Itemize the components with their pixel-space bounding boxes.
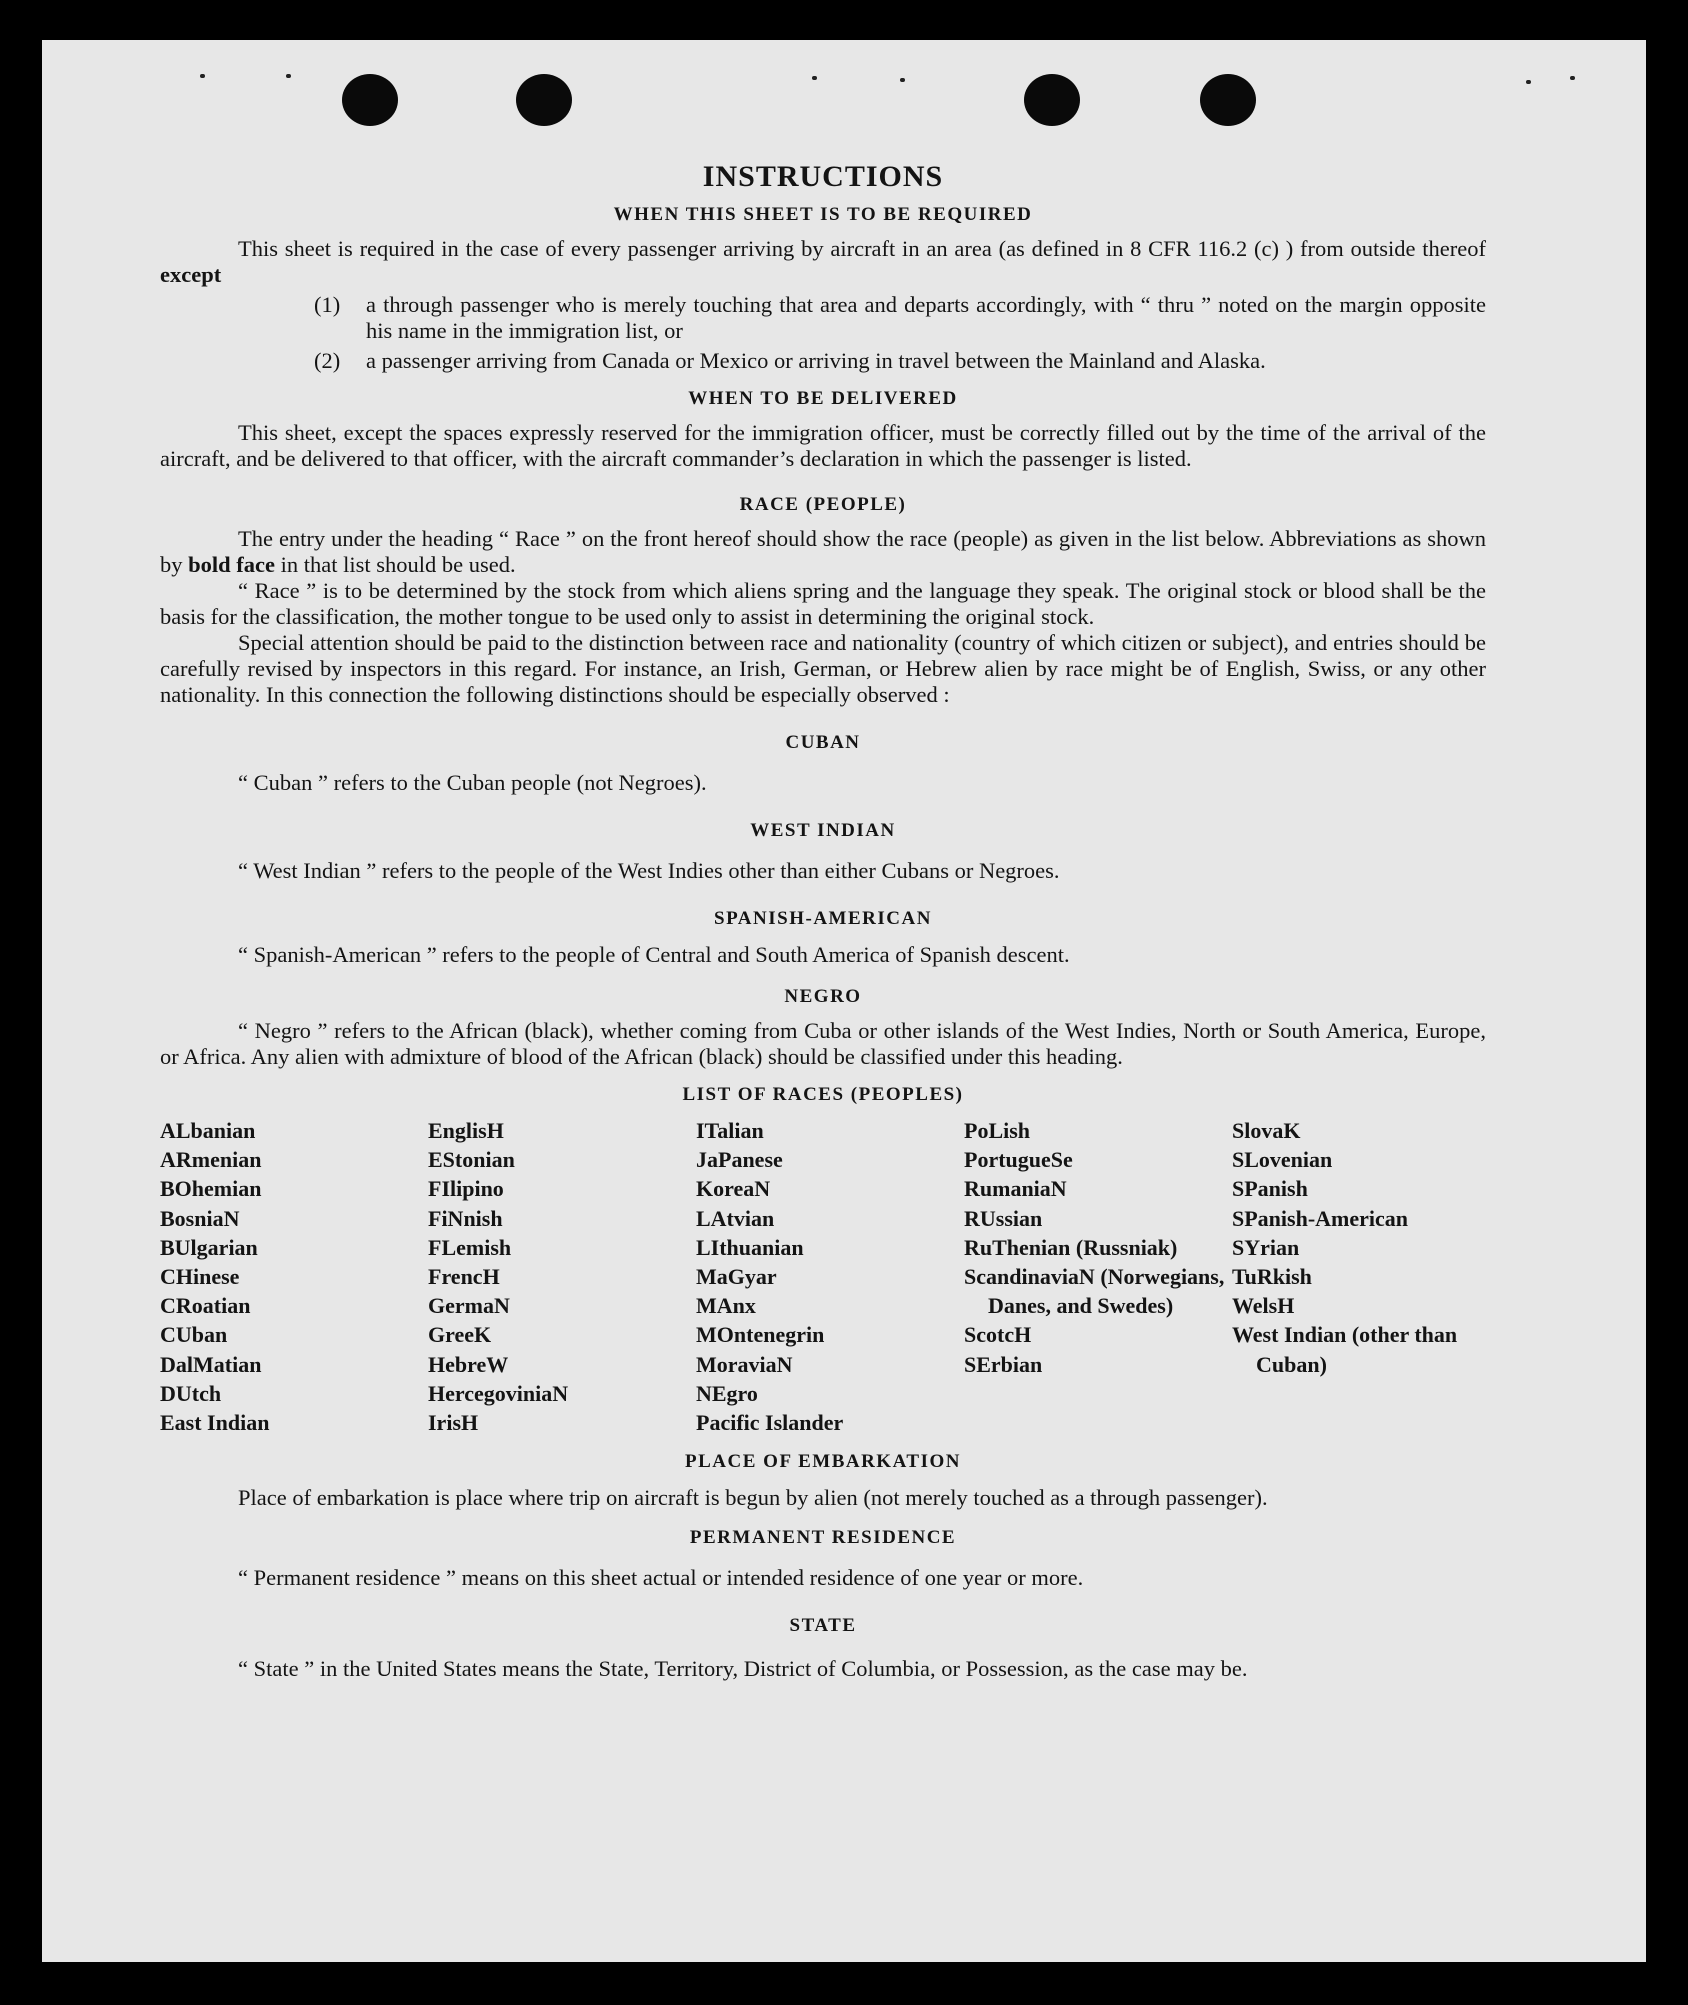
race-entry: SYrian [1232,1234,1300,1260]
race-entry: SPanish [1232,1176,1308,1202]
race-entry: CUban [160,1322,228,1348]
race-entry: LAtvian [696,1205,775,1231]
race-entry: EStonian [428,1147,515,1173]
punch-hole-icon [1200,74,1256,126]
race-paragraph-3: Special attention should be paid to the distinction between race and nationality (country of which citizen or subject), and entries should be carefully revised by inspectors in this regard. For instance, an Irish, German, or Hebrew alien by race might be of English, Swiss, or any other nationality. In this connection the following distinctions should be especially observed : [160,630,1486,707]
race-entry: MAnx [696,1293,756,1319]
race-entry: West Indian (other than Cuban) [1232,1322,1458,1377]
heading-embarkation: PLACE OF EMBARKATION [685,1451,961,1473]
race-entry: KoreaN [696,1176,771,1202]
heading-cuban: CUBAN [785,732,861,753]
race-entry: SErbian [964,1351,1043,1377]
embarkation-text: Place of embarkation is place where trip on aircraft is begun by alien (not merely touched as a through passenger). [238,1485,1268,1511]
race-entry: SPanish-American [1232,1205,1408,1231]
instructions-content [160,124,1486,1685]
negro-text: “ Negro ” refers to the African (black), whether coming from Cuba or other islands of the West Indies, North or South America, Europe, or Africa. Any alien with admixture of blood of the African (black) should be classified under this heading. [160,1018,1486,1069]
race-entry: DUtch [160,1380,222,1406]
speck-mark [1570,76,1575,80]
heading-list-of-races: LIST OF RACES (PEOPLES) [682,1084,964,1105]
race-entry: IrisH [428,1410,479,1436]
race-entry: PoLish [964,1118,1031,1143]
page-title: INSTRUCTIONS [702,160,944,193]
heading-when-required: WHEN THIS SHEET IS TO BE REQUIRED [613,204,1033,225]
exception-number: (1) [314,292,341,317]
race-entry: ScandinaviaN (Norwegians, Danes, and Swedes) [964,1264,1225,1319]
exception-number: (2) [314,348,341,373]
residence-text: “ Permanent residence ” means on this sheet actual or intended residence of one year or more. [238,1565,1084,1591]
spanish-american-text: “ Spanish-American ” refers to the people of Central and South America of Spanish descent. [238,942,1070,967]
exception-text: a passenger arriving from Canada or Mexico or arriving in travel between the Mainland and Alaska. [366,348,1266,373]
race-entry: DalMatian [160,1351,262,1377]
speck-mark [900,78,905,82]
race-entry: WelsH [1232,1293,1295,1319]
heading-race: RACE (PEOPLE) [739,494,907,515]
race-entry: ScotcH [964,1322,1032,1348]
race-entry: ARmenian [160,1147,262,1173]
race-entry: CHinese [160,1264,240,1290]
race-entry: HebreW [428,1351,509,1377]
race-entry: FrencH [428,1264,500,1290]
race-entry: RuThenian (Russniak) [964,1234,1178,1260]
heading-west-indian: WEST INDIAN [750,820,896,841]
speck-mark [286,74,291,78]
race-entry: Pacific Islander [696,1410,844,1436]
race-entry: JaPanese [696,1147,783,1173]
state-text: “ State ” in the United States means the State, Territory, District of Columbia, or Possession, as the case may be. [238,1656,1248,1682]
race-entry: RumaniaN [964,1176,1067,1202]
speck-mark [1526,80,1531,84]
when-delivered-text: This sheet, except the spaces expressly reserved for the immigration officer, must be correctly filled out by the time of the arrival of the aircraft, and be delivered to that officer, with the aircraft commander’s declaration in which the passenger is listed. [160,420,1486,471]
heading-when-delivered: WHEN TO BE DELIVERED [688,388,958,409]
race-entry: PortugueSe [964,1147,1073,1173]
cuban-text: “ Cuban ” refers to the Cuban people (not Negroes). [238,770,707,795]
heading-spanish-american: SPANISH-AMERICAN [714,908,932,929]
race-entry: MOntenegrin [696,1322,825,1348]
race-entry: FiNnish [428,1205,503,1231]
heading-state: STATE [789,1615,857,1637]
race-entry: MoraviaN [696,1351,793,1377]
race-entry: TuRkish [1232,1264,1312,1290]
speck-mark [812,76,817,80]
exception-text: a through passenger who is merely touching that area and departs accordingly, with “ thru ” noted on the margin opposite his name in the immigration list, or [366,292,1486,343]
races-column [964,1116,1232,1437]
when-required-intro: This sheet is required in the case of every passenger arriving by aircraft in an area (as defined in 8 CFR 116.2 (c) ) from outside thereof except [160,236,1486,287]
race-entry: SlovaK [1232,1118,1301,1143]
race-entry: BUlgarian [160,1234,258,1260]
race-entry: MaGyar [696,1264,777,1290]
races-column [696,1116,964,1437]
punch-hole-icon [516,74,572,126]
list-of-races [160,1116,1486,1437]
exception-item [314,348,1486,374]
race-entry: HercegoviniaN [428,1380,569,1406]
speck-mark [200,74,205,78]
race-paragraph-2: “ Race ” is to be determined by the stock from which aliens spring and the language they speak. The original stock or blood shall be the basis for the classification, the mother tongue to be used only to assist in determining the original stock. [160,578,1486,629]
race-entry: NEgro [696,1380,758,1406]
race-entry: SLovenian [1232,1147,1333,1173]
west-indian-text: “ West Indian ” refers to the people of the West Indies other than either Cubans or Negroes. [238,858,1060,883]
race-entry: GreeK [428,1322,492,1348]
race-entry: CRoatian [160,1293,251,1319]
punch-hole-icon [1024,74,1080,126]
race-entry: LIthuanian [696,1234,804,1260]
races-column [1232,1116,1486,1437]
race-entry: FLemish [428,1234,512,1260]
race-entry: EnglisH [428,1118,504,1143]
heading-negro: NEGRO [784,986,862,1007]
races-column [428,1116,696,1437]
races-column [160,1116,428,1437]
heading-residence: PERMANENT RESIDENCE [689,1527,957,1549]
race-entry: ALbanian [160,1118,256,1143]
exception-item [314,292,1486,344]
race-entry: FIlipino [428,1176,504,1202]
race-entry: GermaN [428,1293,510,1319]
race-entry: BosniaN [160,1205,240,1231]
race-entry: East Indian [160,1410,270,1436]
race-entry: BOhemian [160,1176,262,1202]
race-entry: ITalian [696,1118,764,1143]
race-entry: RUssian [964,1205,1043,1231]
race-paragraph-1: The entry under the heading “ Race ” on the front hereof should show the race (people) as given in the list below. Abbreviations as shown by bold face in that list should be used. [160,526,1486,577]
punch-hole-icon [342,74,398,126]
